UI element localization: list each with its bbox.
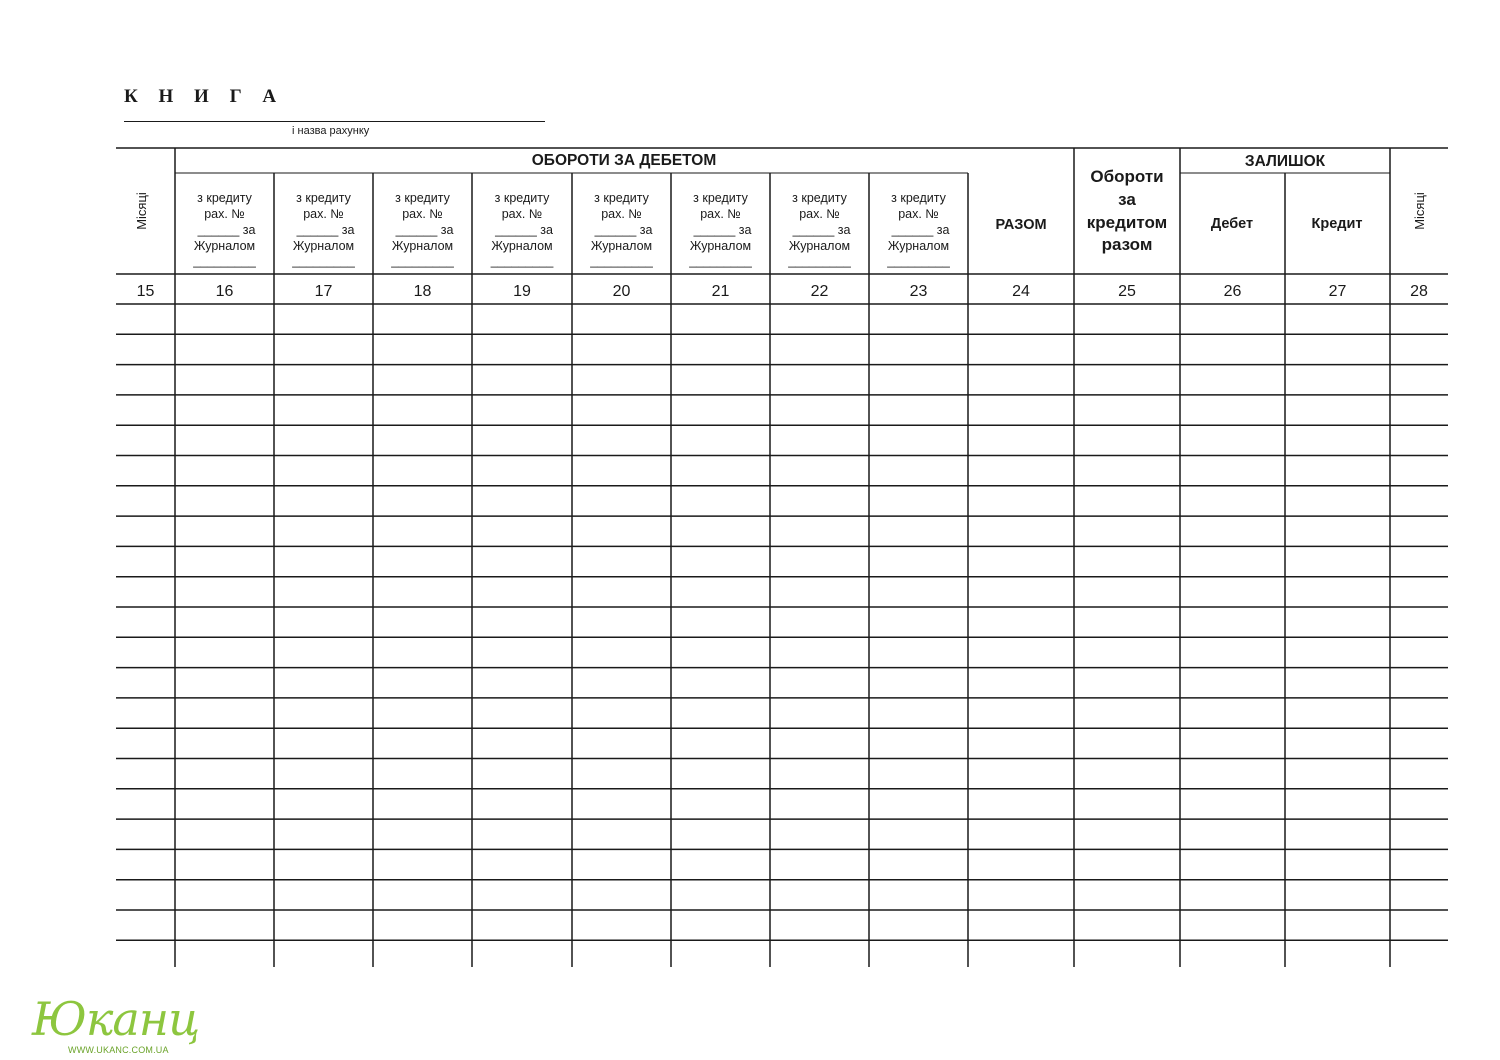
subcolumn-journal-label: Журналом — [788, 239, 851, 253]
subcolumn-journal-blank: ______ за — [395, 223, 454, 237]
column-number: 19 — [513, 283, 531, 300]
brand-logo — [20, 992, 200, 1058]
subcolumn-credit-label: з кредиту — [693, 191, 748, 205]
subcolumn-bottom-blank: _________ — [788, 254, 851, 268]
balance-credit-header: Кредит — [1311, 216, 1363, 232]
column-number: 24 — [1012, 283, 1030, 300]
subcolumn-journal-blank: ______ за — [594, 223, 653, 237]
subcolumn-bottom-blank: _________ — [490, 254, 554, 268]
subcolumn-credit-label: з кредиту — [891, 191, 946, 205]
credit-total-header-line: кредитом — [1086, 213, 1168, 232]
subcolumn-journal-label: Журналом — [292, 239, 355, 253]
subcolumn-account-label: рах. № — [799, 207, 840, 221]
subcolumn-credit-label: з кредиту — [494, 191, 550, 205]
account-name-caption: і назва рахунку — [292, 125, 370, 137]
column-number: 18 — [413, 283, 432, 300]
column-number: 21 — [711, 283, 730, 300]
month-label-right: Місяці — [1412, 192, 1427, 230]
column-number: 23 — [909, 283, 928, 300]
subcolumn-journal-label: Журналом — [391, 239, 454, 253]
subcolumn-account-label: рах. № — [402, 207, 443, 221]
logo-wordmark: Юканц — [32, 992, 200, 1046]
month-label-left: Місяці — [134, 192, 149, 230]
column-number: 28 — [1410, 283, 1428, 300]
column-number: 20 — [612, 283, 631, 300]
subcolumn-journal-blank: ______ за — [693, 223, 752, 237]
subcolumn-journal-label: Журналом — [590, 239, 653, 253]
subcolumn-bottom-blank: _________ — [292, 254, 355, 268]
subcolumn-account-label: рах. № — [601, 207, 642, 221]
subcolumn-credit-label: з кредиту — [594, 191, 649, 205]
subcolumn-journal-blank: ______ за — [296, 223, 355, 237]
credit-total-header-line: разом — [1101, 235, 1153, 254]
subcolumn-journal-blank: ______ за — [495, 223, 553, 237]
book-title: К Н И Г А — [124, 86, 285, 107]
subcolumn-credit-label: з кредиту — [296, 191, 351, 205]
column-number: 25 — [1118, 283, 1136, 300]
subcolumn-account-label: рах. № — [303, 207, 344, 221]
balance-debit-header: Дебет — [1210, 216, 1254, 232]
subcolumn-account-label: рах. № — [501, 207, 543, 221]
column-number: 26 — [1223, 283, 1242, 300]
subcolumn-account-label: рах. № — [700, 207, 741, 221]
subcolumn-journal-label: Журналом — [193, 239, 256, 253]
subcolumn-account-label: рах. № — [898, 207, 939, 221]
subcolumn-bottom-blank: _________ — [590, 254, 653, 268]
credit-total-header-line: Обороти — [1090, 167, 1164, 186]
subcolumn-bottom-blank: _________ — [193, 254, 256, 268]
subcolumn-journal-blank: ______ за — [792, 223, 851, 237]
subcolumn-credit-label: з кредиту — [395, 191, 450, 205]
column-number: 15 — [136, 283, 155, 300]
column-number: 17 — [314, 283, 333, 300]
subcolumn-journal-label: Журналом — [887, 239, 950, 253]
subcolumn-account-label: рах. № — [204, 207, 245, 221]
debit-group-header: ОБОРОТИ ЗА ДЕБЕТОМ — [531, 152, 717, 169]
total-column-header: РАЗОМ — [995, 217, 1047, 233]
subcolumn-bottom-blank: _________ — [689, 254, 752, 268]
subcolumn-journal-blank: ______ за — [197, 223, 256, 237]
balance-group-header: ЗАЛИШОК — [1244, 153, 1326, 170]
subcolumn-bottom-blank: _________ — [391, 254, 454, 268]
subcolumn-journal-label: Журналом — [689, 239, 752, 253]
subcolumn-journal-blank: ______ за — [891, 223, 950, 237]
column-number: 27 — [1328, 283, 1347, 300]
column-number: 22 — [810, 283, 829, 300]
credit-total-header-line: за — [1118, 190, 1136, 209]
column-number: 16 — [215, 283, 234, 300]
subcolumn-credit-label: з кредиту — [792, 191, 847, 205]
subcolumn-bottom-blank: _________ — [887, 254, 950, 268]
logo-url: WWW.UKANC.COM.UA — [68, 1045, 169, 1055]
subcolumn-journal-label: Журналом — [491, 239, 553, 253]
subcolumn-credit-label: з кредиту — [197, 191, 252, 205]
